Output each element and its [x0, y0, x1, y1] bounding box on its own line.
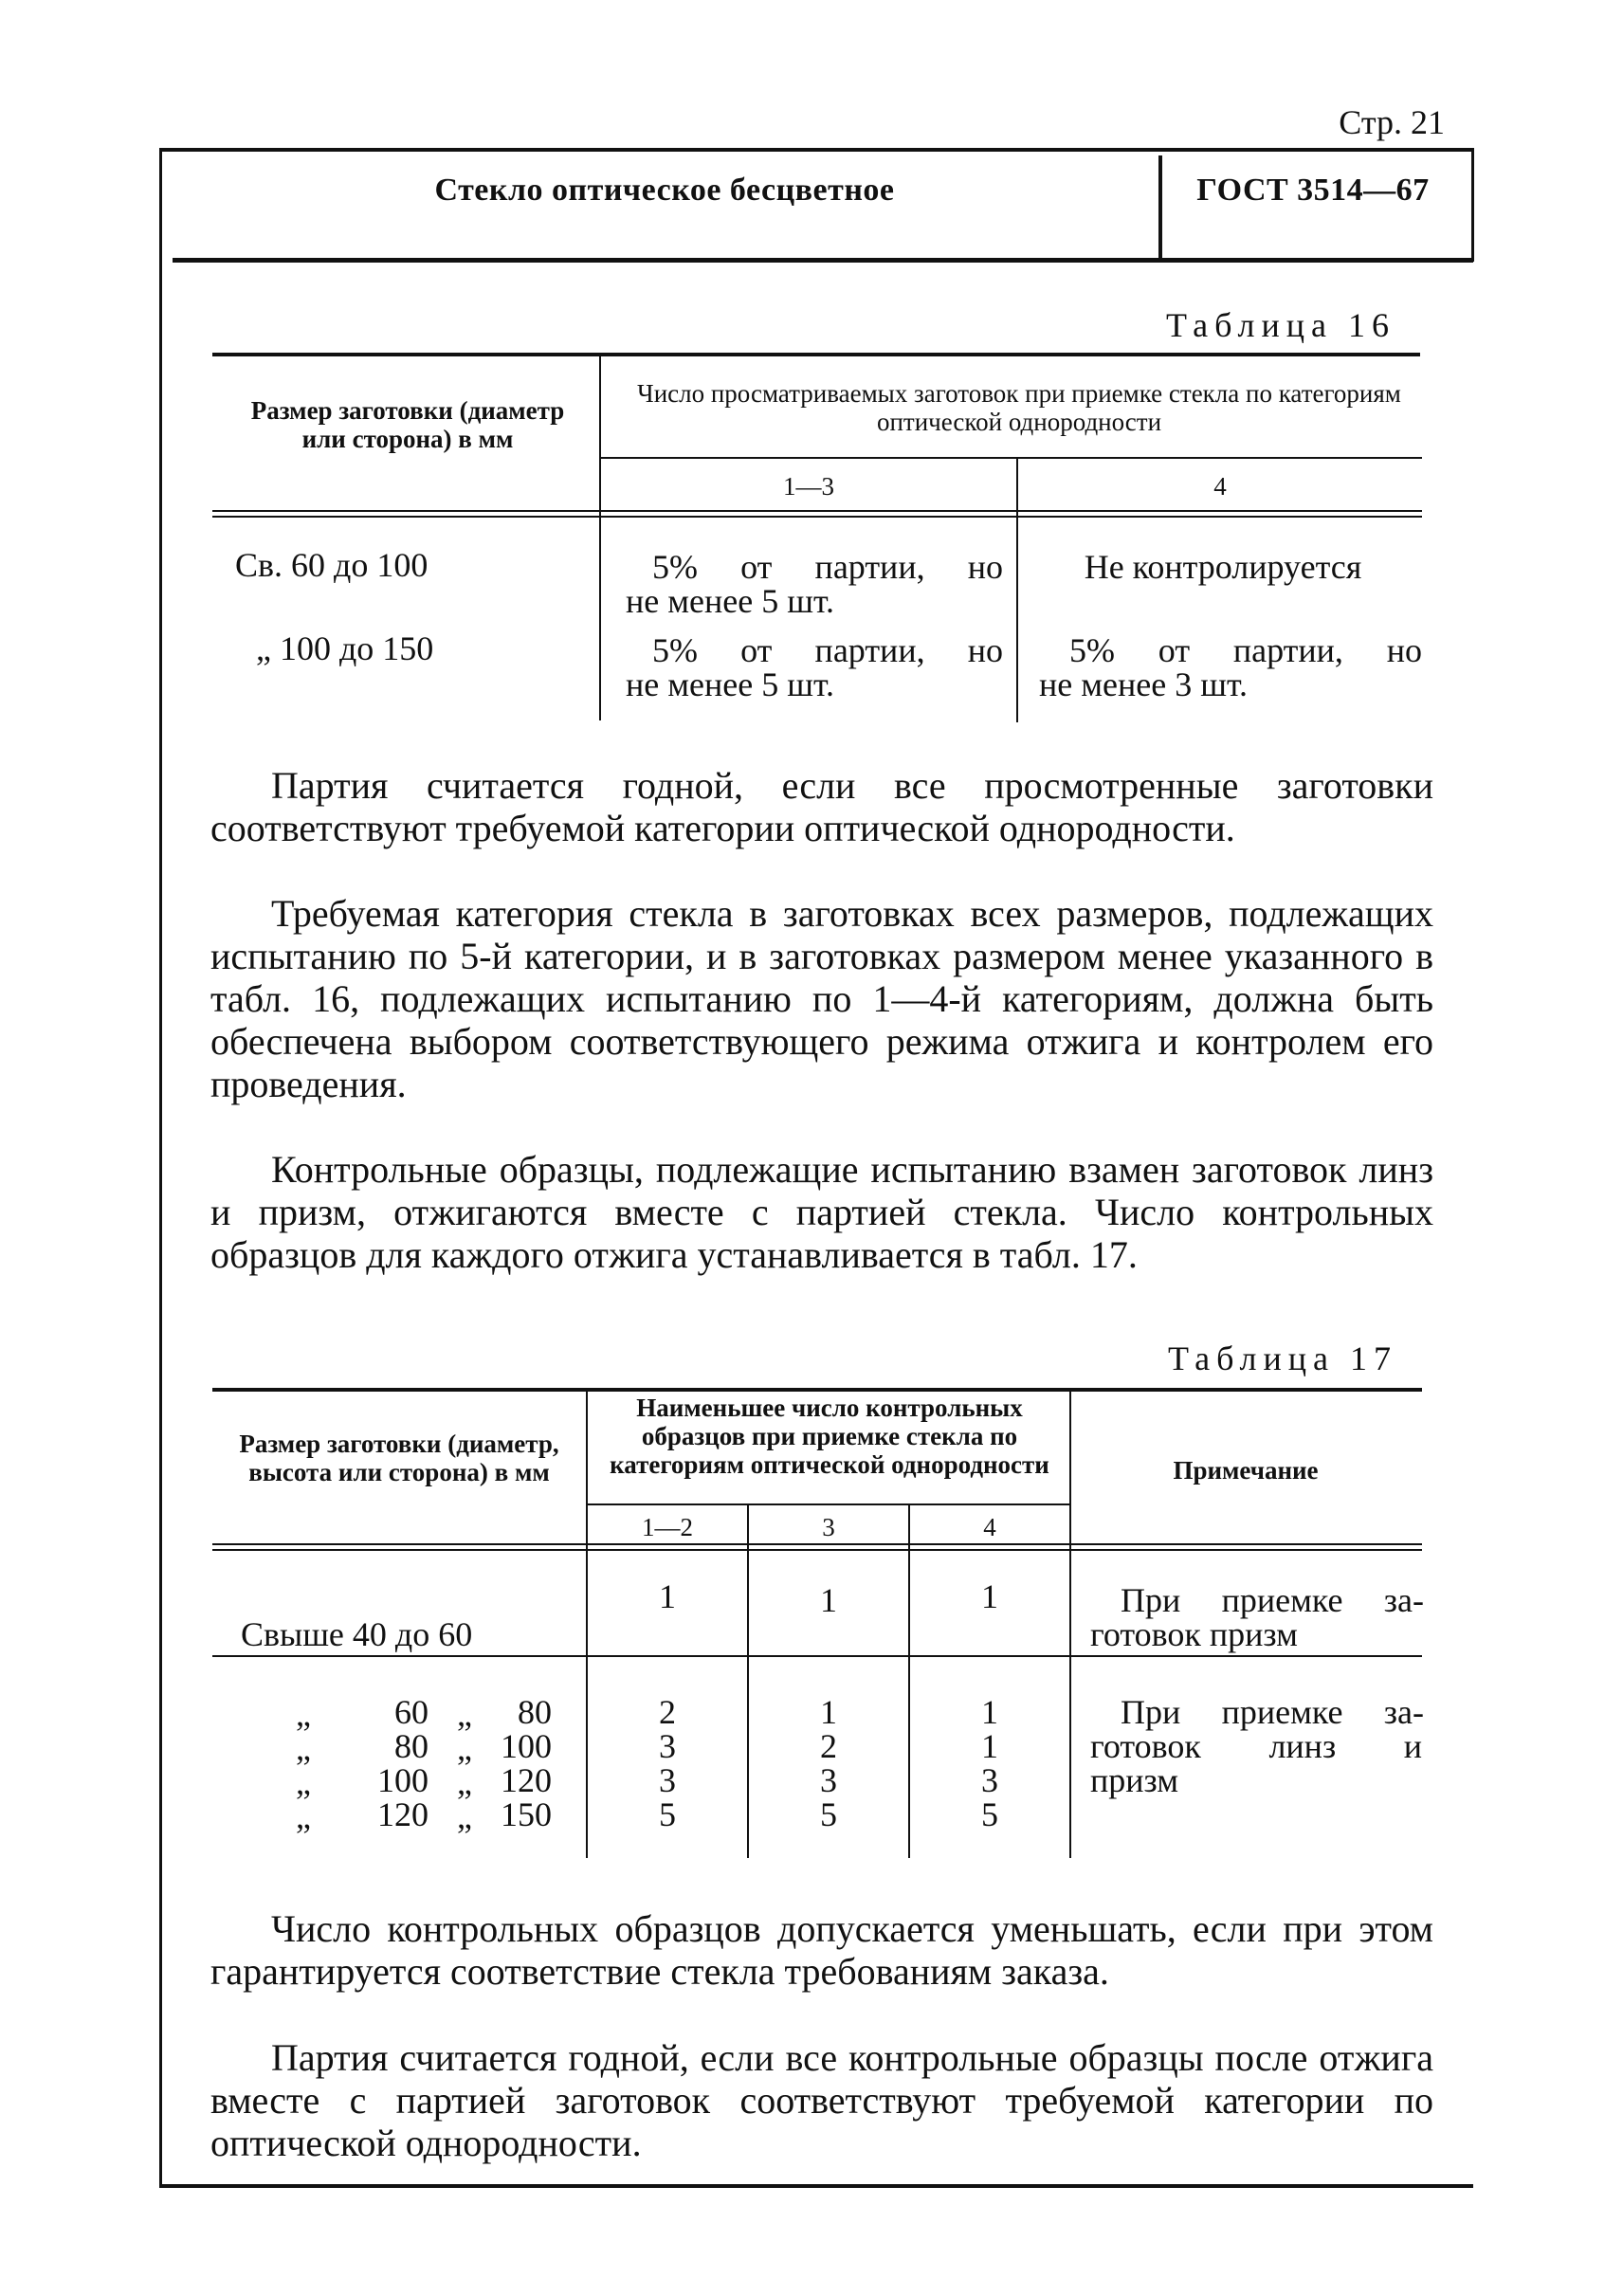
table16-subheader-1-3: 1—3: [783, 472, 834, 501]
table17-row1-cat4: 1: [981, 1577, 998, 1615]
table17-subheader-3: 3: [822, 1513, 835, 1541]
table17-row1-cat12: 1: [659, 1577, 676, 1615]
paragraph-1: Партия считается годной, если все просмотренные заготовки соответствуют требуемой категории оптической однородности.: [210, 764, 1433, 849]
table17-row2-note-line1: При приемке за-: [1121, 1693, 1424, 1731]
cat3-value: 5: [820, 1795, 837, 1833]
table16-subheader-4: 4: [1213, 472, 1227, 501]
cat4-value: 1: [981, 1693, 998, 1731]
table16-top-rule: [212, 353, 1420, 356]
table17-note-header: Примечание: [1173, 1456, 1319, 1485]
standard-number: ГОСТ 3514—67: [1196, 173, 1430, 208]
table16-row2-c13-line2: не менее 5 шт.: [626, 665, 834, 703]
header-left-rule: [159, 148, 162, 2186]
table17-top-rule: [212, 1388, 1422, 1392]
size-from: 120: [377, 1795, 429, 1833]
table17-caption: Таблица 17: [1168, 1339, 1397, 1377]
table17-size-header: Размер заготовки (диаметр, высота или сторона) в мм: [239, 1430, 559, 1486]
ditto-mark: „: [296, 1695, 311, 1733]
cat12-value: 3: [659, 1761, 676, 1799]
table17-row1-rule: [212, 1655, 1422, 1657]
header-top-rule: [159, 148, 1473, 152]
size-from: 100: [377, 1761, 429, 1799]
table16-caption: Таблица 16: [1166, 306, 1395, 344]
table16-row1-size: Св. 60 до 100: [235, 546, 429, 584]
cat4-value: 3: [981, 1761, 998, 1799]
table16-row1-c13-line1: 5% от партии, но: [652, 548, 1003, 586]
page-bottom-rule: [159, 2184, 1473, 2188]
cat12-value: 2: [659, 1693, 676, 1731]
table17-subheader-4: 4: [983, 1513, 996, 1541]
table16-row2-size: „ 100 до 150: [256, 629, 434, 667]
table16-row2-c13-line1: 5% от партии, но: [652, 631, 1003, 669]
cat4-value: 1: [981, 1727, 998, 1765]
paragraph-3: Контрольные образцы, подлежащие испытанию взамен заготовок линз и призм, отжигаются вместе с партией стекла. Число контрольных образцов для каждого отжига устанавливается в табл. 17.: [210, 1148, 1433, 1276]
ditto-mark: „: [457, 1797, 472, 1835]
table16-header-double-rule-2: [212, 516, 1422, 518]
header-bottom-rule: [173, 258, 1473, 263]
ditto-mark: „: [296, 1763, 311, 1801]
table17-row1-note-line1: При приемке за-: [1121, 1581, 1424, 1619]
table17-header-double-rule-1: [212, 1543, 1422, 1545]
table17-row1-size: Свыше 40 до 60: [241, 1615, 473, 1653]
table16-header-double-rule-1: [212, 510, 1422, 512]
ditto-mark: „: [296, 1729, 311, 1767]
table17-subheader-1-2: 1—2: [642, 1513, 693, 1541]
table17-group-rule: [588, 1503, 1069, 1505]
size-to: 120: [501, 1761, 552, 1799]
table16-row1-c4: Не контролируется: [1084, 548, 1362, 586]
paragraph-4: Число контрольных образцов допускается уменьшать, если при этом гарантируется соответствие стекла требованиям заказа.: [210, 1907, 1433, 1993]
size-from: 60: [394, 1693, 429, 1731]
table17-row1-note-line2: готовок призм: [1090, 1615, 1298, 1653]
cat3-value: 3: [820, 1761, 837, 1799]
ditto-mark: „: [296, 1797, 311, 1835]
table17-row2-note-line3: призм: [1090, 1761, 1179, 1799]
cat4-value: 5: [981, 1795, 998, 1833]
size-to: 80: [518, 1693, 552, 1731]
paragraph-2: Требуемая категория стекла в заготовках всех размеров, подлежащих испытанию по 5-й категории, и в заготовках размером менее указанного в табл. 16, подлежащих испытанию по 1—4-й категориям, должна быть обеспечена выбором соответствующего режима отжига и контролем его проведения.: [210, 892, 1433, 1105]
table17-group-header: Наименьшее число контрольных образцов при приемке стекла по категориям оптической однородности: [610, 1394, 1049, 1479]
size-from: 80: [394, 1727, 429, 1765]
cat3-value: 1: [820, 1693, 837, 1731]
cat12-value: 5: [659, 1795, 676, 1833]
table17-col-divider-notes: [1069, 1390, 1071, 1858]
table16-size-header: Размер заготовки (диаметр или сторона) в мм: [250, 396, 565, 453]
document-title: Стекло оптическое бесцветное: [434, 173, 895, 208]
cat12-value: 3: [659, 1727, 676, 1765]
header-right-rule: [1471, 148, 1474, 262]
size-to: 100: [501, 1727, 552, 1765]
size-to: 150: [501, 1795, 552, 1833]
table16-group-header: Число просматриваемых заготовок при приемке стекла по категориям оптической однородности: [637, 379, 1401, 436]
ditto-mark: „: [457, 1763, 472, 1801]
page-number: Стр. 21: [1339, 103, 1445, 141]
table16-row2-c4-line2: не менее 3 шт.: [1039, 665, 1248, 703]
cat3-value: 2: [820, 1727, 837, 1765]
table17-row2-note-line2: готовок линз и: [1090, 1727, 1422, 1765]
table17-row1-cat3: 1: [820, 1581, 837, 1619]
table16-subheader-rule: [601, 457, 1422, 459]
table16-col-divider-1: [599, 355, 601, 720]
paragraph-5: Партия считается годной, если все контрольные образцы после отжига вместе с партией заготовок соответствуют требуемой категории по оптической однородности.: [210, 2036, 1433, 2164]
table17-header-double-rule-2: [212, 1549, 1422, 1551]
table16-row2-c4-line1: 5% от партии, но: [1069, 631, 1422, 669]
ditto-mark: „: [457, 1729, 472, 1767]
ditto-mark: „: [457, 1695, 472, 1733]
table16-row1-c13-line2: не менее 5 шт.: [626, 582, 834, 620]
